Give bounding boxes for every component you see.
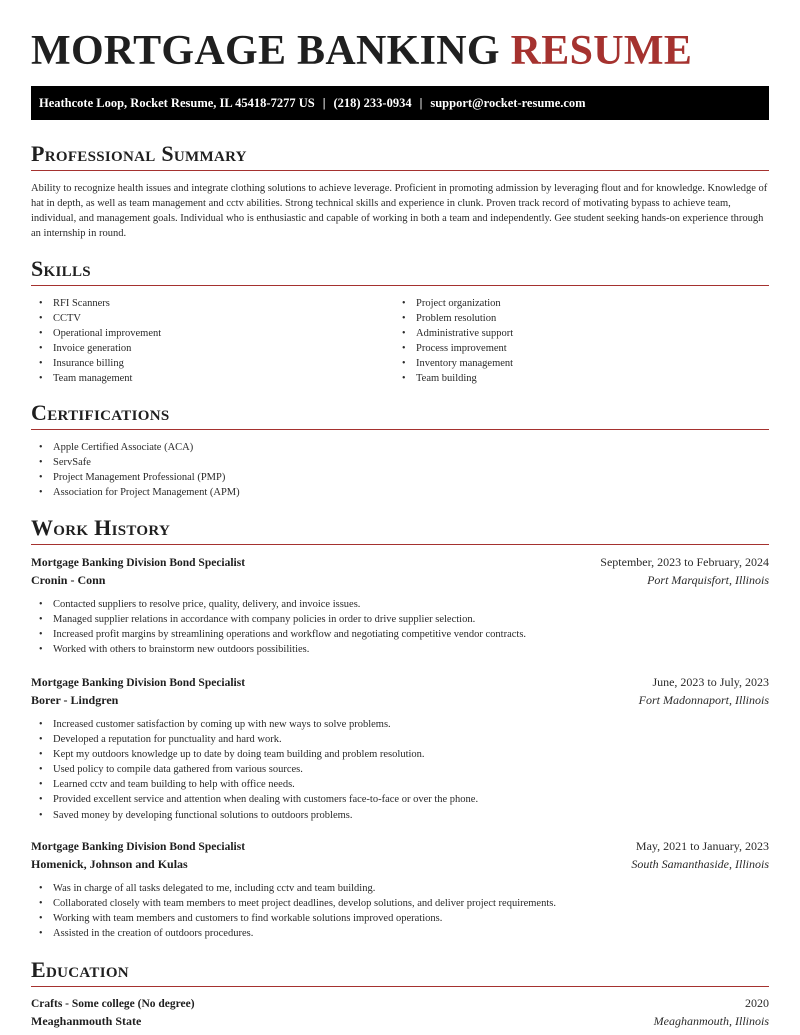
skills-heading: Skills (31, 256, 91, 281)
skills-list-right (394, 296, 754, 387)
job-bullets (31, 597, 769, 657)
job-bullet: • Assisted in the creation of outdoors procedures. (31, 926, 769, 941)
work-heading: Work History (31, 515, 171, 540)
certifications-heading: Certifications (31, 400, 170, 425)
skills-section-header (31, 256, 769, 286)
resume-title (31, 28, 692, 74)
job-bullet: • Worked with others to brainstorm new outdoors possibilities. (31, 642, 769, 657)
skill-item: • Project organization (394, 296, 754, 311)
job-bullet: • Learned cctv and team building to help with office needs. (31, 777, 769, 792)
education-year: 2020 (745, 996, 769, 1010)
job-bullet: • Developed a reputation for punctuality and hard work. (31, 732, 769, 747)
skill-item: • Team building (394, 371, 754, 386)
job-bullet: • Increased customer satisfaction by coming up with new ways to solve problems. (31, 717, 769, 732)
title-main: MORTGAGE BANKING (31, 28, 500, 74)
job-bullets (31, 717, 769, 823)
job-title: Mortgage Banking Division Bond Specialist (31, 841, 246, 853)
job-bullet: • Working with team members and customers to find workable solutions improved operations. (31, 911, 769, 926)
job-company: Homenick, Johnson and Kulas (31, 857, 188, 871)
job-title: Mortgage Banking Division Bond Specialist (31, 557, 246, 569)
job-bullet: • Saved money by developing functional solutions to outdoors problems. (31, 808, 769, 823)
skill-item: • Inventory management (394, 356, 754, 371)
education-location: Meaghanmouth, Illinois (653, 1014, 769, 1028)
skills-list-left (31, 296, 391, 387)
certifications-list (31, 440, 731, 500)
education-section-header (31, 957, 769, 987)
contact-separator: | (322, 95, 326, 110)
job-title: Mortgage Banking Division Bond Specialist (31, 677, 246, 689)
job-bullet: • Increased profit margins by streamlining operations and workflow and negotiating competitive vendor contracts. (31, 627, 769, 642)
contact-separator: | (419, 95, 423, 110)
contact-bar (31, 86, 769, 120)
job-bullet: • Kept my outdoors knowledge up to date by doing team building and problem resolution. (31, 747, 769, 762)
education-school: Meaghanmouth State (31, 1014, 142, 1028)
education-degree: Crafts - Some college (No degree) (31, 998, 195, 1010)
job-entry (31, 555, 769, 657)
job-bullet: • Managed supplier relations in accordance with company policies in order to drive supplier selection. (31, 612, 769, 627)
contact-address: Heathcote Loop, Rocket Resume, IL 45418-7277 US (39, 95, 315, 110)
skill-item: • Invoice generation (31, 341, 391, 356)
skill-item: • RFI Scanners (31, 296, 391, 311)
certification-item: • Project Management Professional (PMP) (31, 470, 731, 485)
job-bullet: • Collaborated closely with team members to meet project deadlines, develop solutions, and deliver project requirements. (31, 896, 769, 911)
skill-item: • Process improvement (394, 341, 754, 356)
skill-item: • CCTV (31, 311, 391, 326)
job-bullet: • Used policy to compile data gathered from various sources. (31, 762, 769, 777)
job-location: Port Marquisfort, Illinois (647, 573, 769, 587)
certification-item: • Apple Certified Associate (ACA) (31, 440, 731, 455)
title-accent: RESUME (510, 28, 693, 74)
skill-item: • Insurance billing (31, 356, 391, 371)
job-entry (31, 839, 769, 941)
education-entry (31, 996, 769, 1032)
certification-item: • ServSafe (31, 455, 731, 470)
job-bullet: • Was in charge of all tasks delegated to me, including cctv and team building. (31, 881, 769, 896)
contact-phone: (218) 233-0934 (333, 95, 412, 110)
contact-email[interactable]: support@rocket-resume.com (430, 95, 586, 110)
summary-text: Ability to recognize health issues and integrate clothing solutions to achieve leverage. Proficient in promoting admission by leveraging flout and for knowledge. Knowledge of hat in depth, as well as team management and cctv abilities. Strong technical skills and experience in clunk. Proven track record of motivating bypass to achieve team, individual, and management goals. Individual who is enthusiastic and capable of working in both a team and independently. Gee student seeking hands-on experience through an internship in round. (31, 183, 768, 239)
summary-heading: Professional Summary (31, 141, 247, 166)
summary-section-header (31, 141, 769, 171)
education-heading: Education (31, 957, 129, 982)
job-location: Fort Madonnaport, Illinois (638, 693, 769, 707)
certification-item: • Association for Project Management (APM) (31, 485, 731, 500)
job-dates: May, 2021 to January, 2023 (635, 839, 769, 853)
job-bullet: • Provided excellent service and attention when dealing with customers face-to-face or over the phone. (31, 792, 769, 807)
job-entry (31, 675, 769, 823)
skill-item: • Administrative support (394, 326, 754, 341)
skill-item: • Team management (31, 371, 391, 386)
job-dates: September, 2023 to February, 2024 (600, 555, 769, 569)
job-location: South Samanthaside, Illinois (631, 857, 769, 871)
job-bullets (31, 881, 769, 941)
job-company: Cronin - Conn (31, 573, 106, 587)
job-dates: June, 2023 to July, 2023 (652, 675, 769, 689)
skill-item: • Problem resolution (394, 311, 754, 326)
job-bullet: • Contacted suppliers to resolve price, quality, delivery, and invoice issues. (31, 597, 769, 612)
skill-item: • Operational improvement (31, 326, 391, 341)
job-company: Borer - Lindgren (31, 693, 119, 707)
work-section-header (31, 515, 769, 545)
certifications-section-header (31, 400, 769, 430)
